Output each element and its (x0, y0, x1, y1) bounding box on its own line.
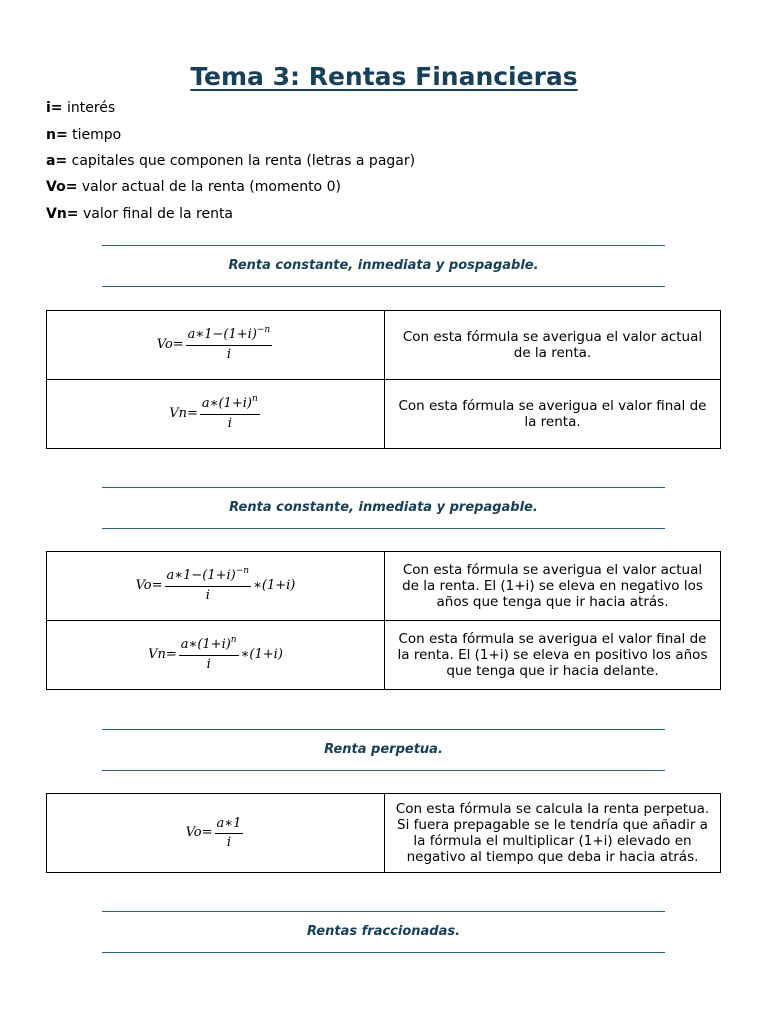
description-cell: Con esta fórmula se averigua el valor final de la renta. (385, 380, 721, 449)
formula-cell (47, 552, 385, 621)
description-cell: Con esta fórmula se calcula la renta perpetua. Si fuera prepagable se le tendría que añadir a la fórmula el multiplicar (1+i) elevado en negativo al tiempo que deba ir hacia atrás. (385, 794, 721, 873)
page-title: Tema 3: Rentas Financieras (190, 62, 578, 91)
formula-cell (47, 380, 385, 449)
section-heading-perpetua: Renta perpetua. (102, 729, 665, 771)
formula-vo-prepagable: Vo= $\frac{a∗1-(1+i)^{-n}}{i}$ ∗(1+i) (135, 566, 296, 603)
formula-cell (47, 794, 385, 873)
definition-n: n= tiempo (46, 127, 122, 143)
formula-row (47, 552, 721, 621)
formula-vn-prepagable: Vn= $\frac{a∗(1+i)^n}{i}$ ∗(1+i) (148, 635, 283, 672)
section-heading-prepagable: Renta constante, inmediata y prepagable. (102, 487, 665, 529)
formula-vo-perpetua: Vo= $\frac{a∗1}{i}$ (185, 815, 242, 850)
definition-i: i= interés (46, 100, 116, 116)
section-heading-pospagable: Renta constante, inmediata y pospagable. (102, 245, 665, 287)
section-heading-fraccionadas: Rentas fraccionadas. (102, 911, 665, 953)
definition-vo: Vo= valor actual de la renta (momento 0) (46, 179, 341, 195)
formula-row (47, 380, 721, 449)
description-cell: Con esta fórmula se averigua el valor actual de la renta. El (1+i) se eleva en negativo los años que tenga que ir hacia atrás. (385, 552, 721, 621)
formula-cell (47, 311, 385, 380)
description-cell: Con esta fórmula se averigua el valor actual de la renta. (385, 311, 721, 380)
formula-table-prepagable (46, 551, 721, 690)
definition-vn: Vn= valor final de la renta (46, 206, 234, 222)
formula-row (47, 311, 721, 380)
formula-table-perpetua (46, 793, 721, 873)
formula-row (47, 794, 721, 873)
definition-a: a= capitales que componen la renta (letras a pagar) (46, 153, 416, 169)
description-cell: Con esta fórmula se averigua el valor final de la renta. El (1+i) se eleva en positivo los años que tenga que ir hacia delante. (385, 621, 721, 690)
formula-cell (47, 621, 385, 690)
formula-table-pospagable (46, 310, 721, 449)
formula-row (47, 621, 721, 690)
formula-vn-pospagable: Vn= $\frac{a∗(1+i)^n}{i}$ (169, 394, 258, 431)
formula-vo-pospagable: Vo= $\frac{a∗1-(1+i)^{-n}}{i}$ (156, 325, 271, 362)
